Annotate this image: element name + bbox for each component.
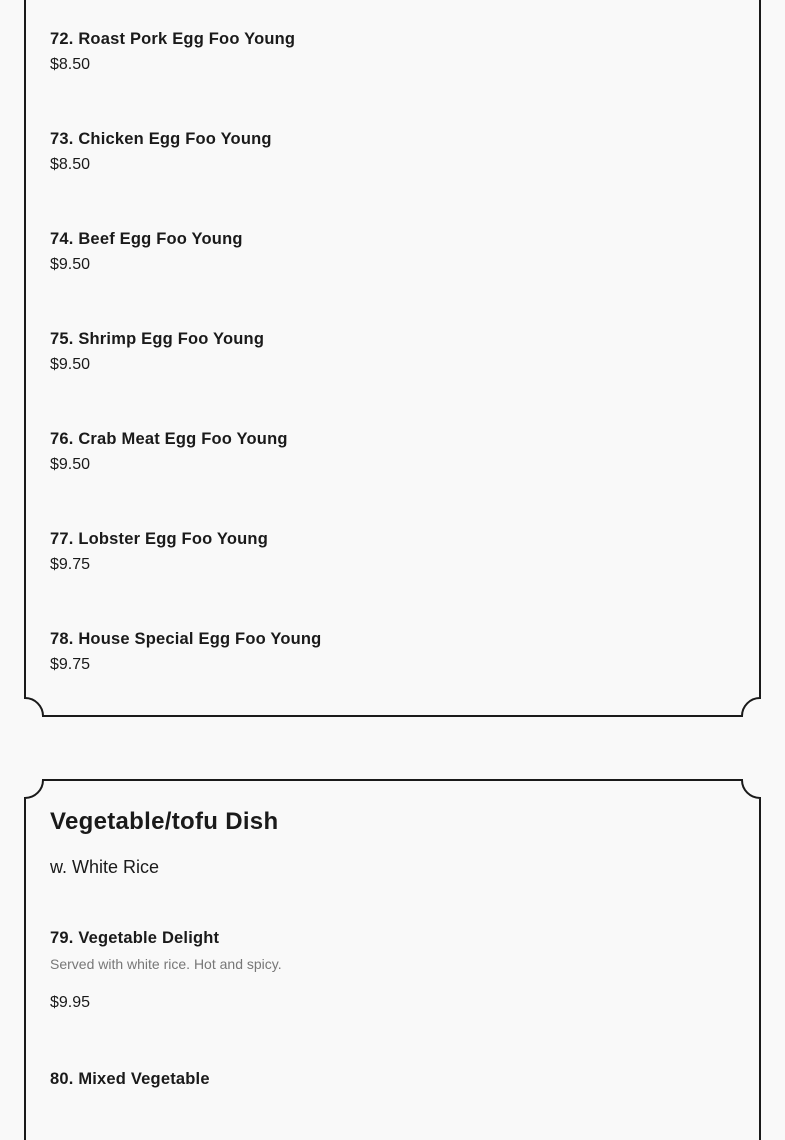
item-price: $9.75	[50, 556, 91, 573]
menu-item[interactable]	[50, 929, 282, 1012]
menu-item[interactable]	[50, 430, 288, 474]
item-name: 72. Roast Pork Egg Foo Young	[50, 30, 296, 48]
item-name: 75. Shrimp Egg Foo Young	[50, 330, 265, 348]
item-price: $8.50	[50, 156, 91, 173]
menu-item[interactable]	[50, 230, 243, 274]
item-price: $9.50	[50, 456, 91, 473]
item-price: $9.95	[50, 994, 91, 1011]
item-name: 76. Crab Meat Egg Foo Young	[50, 430, 288, 448]
item-name: 80. Mixed Vegetable	[50, 1070, 210, 1088]
menu-item[interactable]	[50, 330, 264, 374]
menu-section-vegetable-tofu	[24, 780, 761, 1140]
menu-item[interactable]	[50, 130, 272, 174]
section-subtitle: w. White Rice	[50, 857, 160, 877]
menu-section-egg-foo-young	[24, 0, 761, 716]
menu-item[interactable]	[50, 530, 268, 574]
item-name: 78. House Special Egg Foo Young	[50, 630, 322, 648]
item-price: $9.75	[50, 656, 91, 673]
menu-item[interactable]	[50, 30, 295, 74]
item-price: $9.50	[50, 356, 91, 373]
menu-item[interactable]	[50, 1070, 210, 1089]
item-name: 77. Lobster Egg Foo Young	[50, 530, 268, 548]
menu-item[interactable]	[50, 630, 321, 674]
item-name: 74. Beef Egg Foo Young	[50, 230, 243, 248]
item-price: $8.50	[50, 56, 91, 73]
item-price: $9.50	[50, 256, 91, 273]
item-name: 79. Vegetable Delight	[50, 929, 220, 947]
item-name: 73. Chicken Egg Foo Young	[50, 130, 272, 148]
item-description: Served with white rice. Hot and spicy.	[50, 956, 282, 972]
section-title: Vegetable/tofu Dish	[50, 808, 279, 835]
